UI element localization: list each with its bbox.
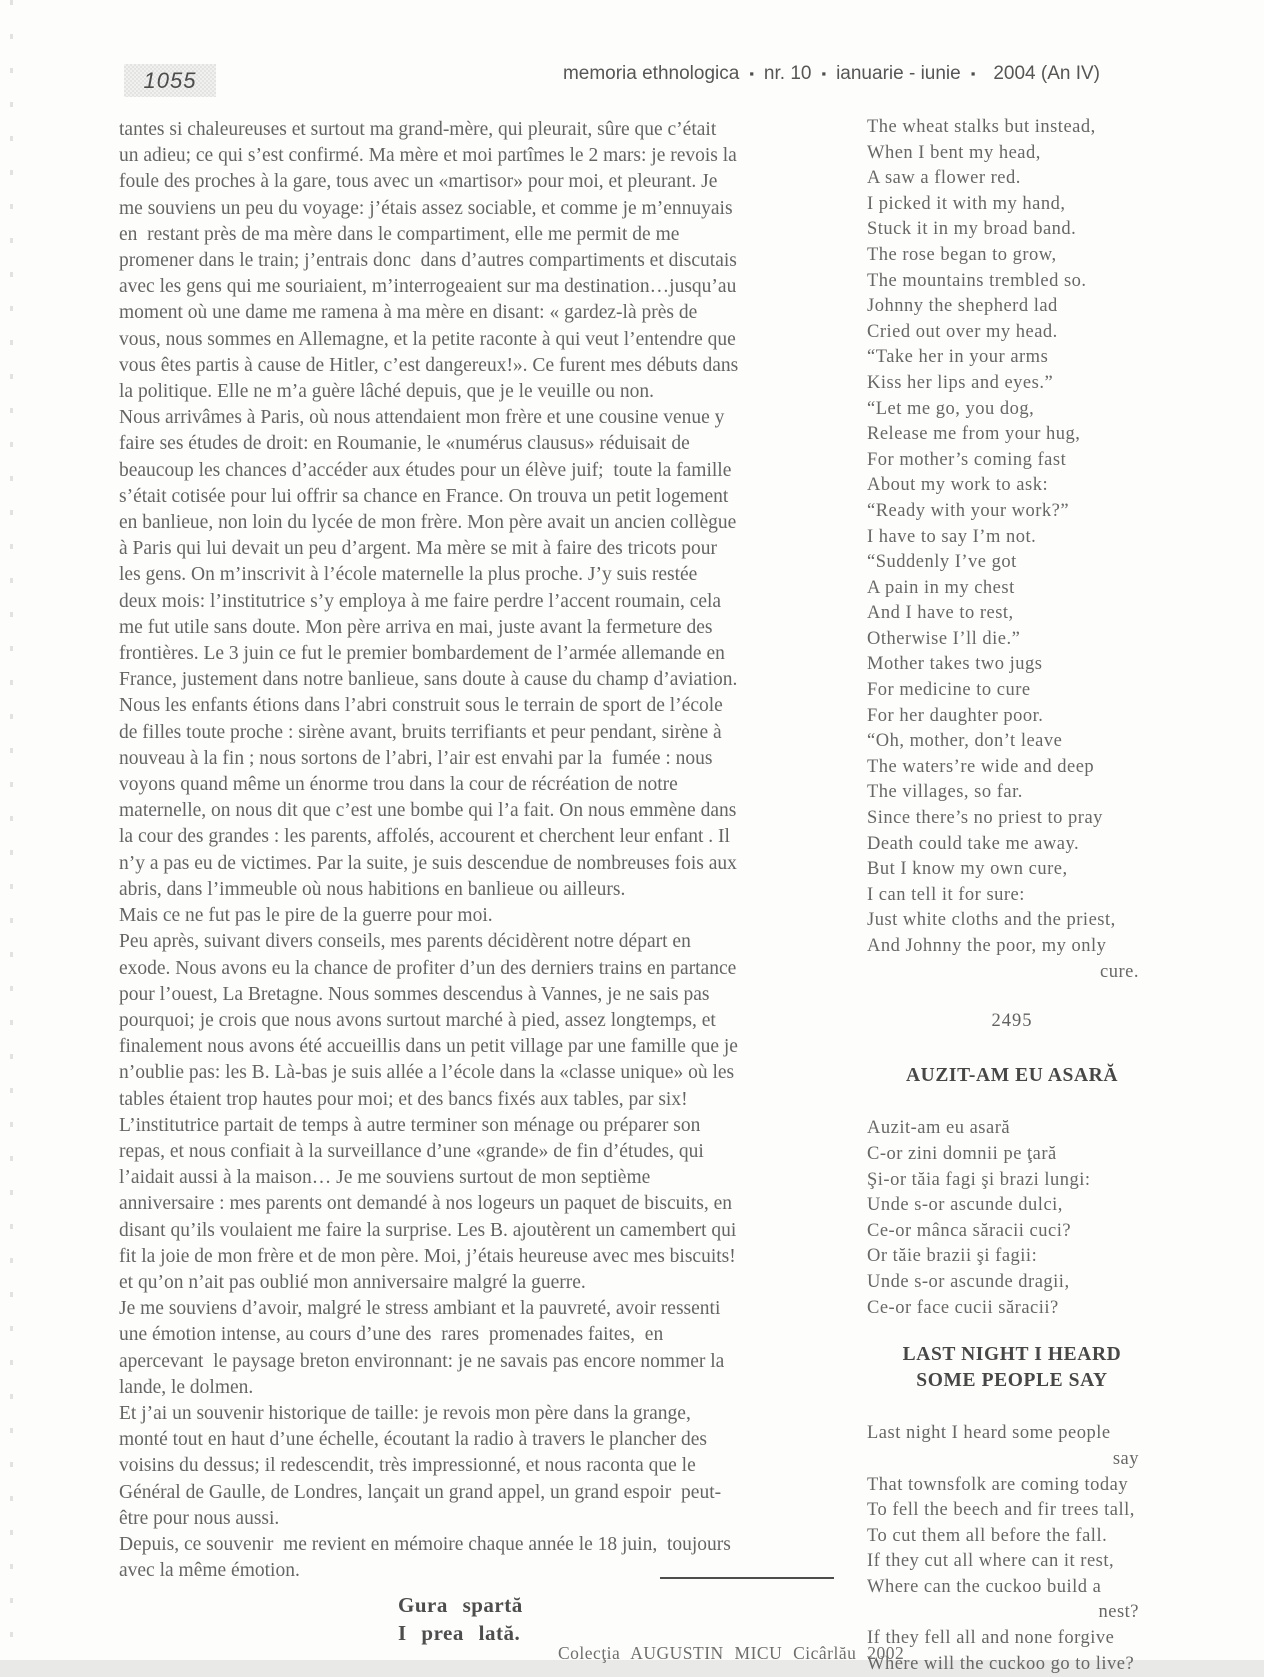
poem-line: Cried out over my head. (867, 321, 1058, 342)
french-text-line: exode. Nous avons eu la chance de profiter d’un des derniers trains en partance (119, 957, 737, 979)
romanian-poem-title: AUZIT-AM EU ASARĂ (905, 1064, 1119, 1086)
french-text-line: faire ses études de droit: en Roumanie, le «numérus clausus» réduisait de (119, 433, 690, 455)
french-text-line: s’était cotisée pour lui offrir sa chance en France. On trouva un petit logement (119, 485, 729, 507)
french-text-line: abris, dans l’immeuble où nous habitions en banlieue ou ailleurs. (119, 878, 626, 900)
poem-line: Mother takes two jugs (867, 654, 1043, 675)
french-text-line: moment où une dame me ramena à ma mère en disant: « gardez-là près de (119, 302, 698, 324)
french-text-line: avec la même émotion. (119, 1560, 300, 1582)
poem-line: Death could take me away. (867, 833, 1080, 854)
french-text-line: une émotion intense, au cours d’une des rares promenades faites, en (119, 1324, 664, 1346)
french-text-line: France, justement dans notre banlieue, sans doute à cause du champ d’aviation. (119, 669, 738, 691)
poem-line: Since there’s no priest to pray (867, 808, 1103, 829)
french-text-line: finalement nous avons été accueillis dans un petit village par une famille que je (119, 1036, 738, 1058)
memoir-french-text (119, 117, 819, 1584)
poem-line: say (1112, 1448, 1139, 1469)
french-text-line: avec les gens qui me souriaient, m’interrogeaient sur ma destination…jusqu’au (119, 276, 737, 298)
english-poem-title (867, 1342, 1157, 1393)
journal-title: memoria ethnologica (562, 63, 740, 84)
poem-line: To fell the beech and fir trees tall, (867, 1500, 1135, 1521)
poem-line: I have to say I’m not. (867, 526, 1037, 547)
french-text-line: la cour des grandes : les parents, affolés, accourent et cherchent leur enfant . Il (119, 826, 730, 848)
page-number: 1055 (143, 67, 197, 93)
poem-line: If they cut all where can it rest, (867, 1551, 1115, 1572)
section-divider-rule (660, 1577, 834, 1579)
french-text-line: foule des proches à la gare, tous avec un «martisor» pour moi, et pleurant. Je (119, 171, 718, 193)
song-title-line2: I prea lată. (398, 1621, 521, 1645)
french-text-line: fit la joie de mon frère et de mon père. Moi, j’étais heureuse avec mes biscuits! (119, 1245, 736, 1267)
poem-line: “Let me go, you dog, (867, 398, 1035, 419)
poem-line: About my work to ask: (867, 475, 1049, 496)
french-text-line: les gens. On m’inscrivit à l’école maternelle la plus proche. J’y suis restée (119, 564, 698, 586)
french-text-line: tantes si chaleureuses et surtout ma grand-mère, qui pleurait, sûre que c’était (119, 119, 717, 140)
poem-line: Unde s-or ascunde dragii, (867, 1271, 1070, 1292)
poem-line: “Take her in your arms (867, 347, 1049, 368)
journal-year: 2004 (An IV) (993, 63, 1100, 84)
english-poem-title-line2: SOME PEOPLE SAY (916, 1369, 1108, 1391)
poem-line: The wheat stalks but instead, (867, 117, 1096, 137)
scan-edge-artifacts (10, 0, 13, 1660)
french-text-line: Je me souviens d’avoir, malgré le stress ambiant et la pauvreté, avoir ressenti (119, 1298, 721, 1320)
french-text-line: de filles toute proche : sirène avant, bruits terrifiants et peur pendant, sirène à (119, 721, 722, 743)
poem-line: And Johnny the poor, my only (867, 936, 1107, 956)
poems-column (867, 115, 1157, 1677)
french-text-line: beaucoup les chances d’accéder aux études pour un élève juif; toute la famille (119, 459, 732, 481)
french-text-line: à Paris qui lui devait un peu d’argent. Ma mère se mit à faire des tricots pour (119, 538, 718, 560)
french-text-line: Nous arrivâmes à Paris, où nous attendaient mon frère et une cousine venue y (119, 407, 725, 429)
english-poem-translation (867, 1421, 1157, 1677)
french-text-line: L’institutrice partait de temps à autre terminer son ménage ou préparer son (119, 1114, 701, 1136)
french-text-line: et qu’on n’ait pas oublié mon anniversaire malgré la guerre. (119, 1271, 586, 1293)
poem-line: Last night I heard some people (867, 1423, 1111, 1444)
french-text-line: voisins du dessus; il redescendit, très impressionné, et nous raconta que le (119, 1455, 696, 1477)
french-text-line: en banlieue, non loin du lycée de mon frère. Mon père avait un ancien collègue (119, 512, 737, 534)
poem-catalog-number: 2495 (991, 1011, 1033, 1032)
french-text-line: en restant près de ma mère dans le compartiment, elle me permit de me (119, 223, 680, 245)
french-text-line: l’aidait aussi à la maison… Je me souviens surtout de mon septième (119, 1167, 651, 1189)
journal-period: ianuarie - iunie (836, 63, 961, 84)
french-text-line: lande, le dolmen. (119, 1376, 254, 1398)
poem-line: A saw a flower red. (867, 168, 1021, 189)
separator-square-icon: ▪ (970, 66, 976, 81)
french-text-line: frontières. Le 3 juin ce fut le premier bombardement de l’armée allemande en (119, 643, 725, 665)
french-text-line: nouveau à la fin ; nous sortons de l’abri, l’air est envahi par la fumée : nous (119, 747, 713, 769)
french-text-line: la politique. Elle ne m’a guère lâché depuis, que je le veuille ou non. (119, 381, 654, 403)
poem-line: Şi-or tăia fagi şi brazi lungi: (867, 1169, 1091, 1190)
poem-line: Or tăie brazii şi fagii: (867, 1246, 1038, 1267)
poem-line: Kiss her lips and eyes.” (867, 372, 1054, 393)
poem-line: “Suddenly I’ve got (867, 552, 1017, 573)
poem-line: If they fell all and none forgive (867, 1628, 1115, 1649)
french-text-line: promener dans le train; j’entrais donc dans d’autres compartiments et discutais (119, 250, 737, 272)
poem-line: The waters’re wide and deep (867, 756, 1095, 777)
french-text-line: Mais ce ne fut pas le pire de la guerre pour moi. (119, 905, 493, 927)
poem-line: Johnny the shepherd lad (867, 296, 1058, 317)
poem-line: The rose began to grow, (867, 244, 1057, 265)
poem-line: nest? (1098, 1602, 1139, 1623)
french-text-line: anniversaire : mes parents ont demandé à nos logeurs un paquet de biscuits, en (119, 1193, 732, 1215)
french-text-line: vous, nous sommes en Allemagne, et la petite raconte à qui veut l’entendre que (119, 328, 736, 350)
poem-line: To cut them all before the fall. (867, 1525, 1108, 1546)
poem-line: “Oh, mother, don’t leave (867, 731, 1063, 752)
poem-line: Stuck it in my broad band. (867, 219, 1077, 240)
french-text-line: deux mois: l’institutrice s’y employa à me faire perdre l’accent roumain, cela (119, 590, 722, 612)
poem-line: cure. (1100, 961, 1139, 982)
english-poem-title-line1: LAST NIGHT I HEARD (902, 1344, 1122, 1366)
french-text-line: n’y a pas eu de victimes. Par la suite, je suis descendue de nombreuses fois aux (119, 852, 737, 874)
french-text-line: pour l’ouest, La Bretagne. Nous sommes descendus à Vannes, je ne sais pas (119, 983, 710, 1005)
poem-line: Unde s-or ascunde dulci, (867, 1195, 1063, 1216)
french-text-line: Depuis, ce souvenir me revient en mémoire chaque année le 18 juin, toujours (119, 1533, 731, 1555)
french-text-line: me souviens un peu du voyage: j’étais assez sociable, et comme je m’ennuyais (119, 197, 733, 219)
french-text-line: repas, et nous confiait à la surveillance d’une «grande» de fin d’études, qui (119, 1140, 704, 1162)
poem-line: But I know my own cure, (867, 859, 1068, 880)
french-text-line: monté tout en haut d’une échelle, écoutant la radio à travers le plancher des (119, 1429, 707, 1451)
french-text-line: vous êtes partis à cause de Hitler, c’est dangereux!». Ce furent mes débuts dans (119, 354, 739, 376)
next-song-title (398, 1591, 523, 1647)
poem-line: Where will the cuckoo go to live? (867, 1653, 1135, 1674)
french-text-line: Et j’ai un souvenir historique de taille: je revois mon père dans la grange, (119, 1402, 691, 1424)
poem-line: “Ready with your work?” (867, 500, 1070, 521)
journal-issue: nr. 10 (763, 63, 812, 84)
french-text-line: un adieu; ce qui s’est confirmé. Ma mère et moi partîmes le 2 mars: je revois la (119, 145, 737, 167)
french-text-line: disant qu’ils voulaient me faire la surprise. Les B. ajoutèrent un camembert qui (119, 1219, 737, 1241)
poem-line: I can tell it for sure: (867, 884, 1025, 905)
french-text-line: être pour nous aussi. (119, 1507, 280, 1529)
poem-line: C-or zini domnii pe ţară (867, 1143, 1057, 1164)
french-text-line: tables étaient trop hautes pour moi; et des bancs fixés aux tables, par six! (119, 1088, 688, 1110)
poem-line: And I have to rest, (867, 603, 1014, 624)
separator-square-icon: ▪ (749, 66, 754, 81)
poem-line: Where can the cuckoo build a (867, 1576, 1102, 1597)
poem-line: Just white cloths and the priest, (867, 910, 1116, 931)
poem-line: That townsfolk are coming today (867, 1474, 1129, 1495)
romanian-poem (867, 1116, 1157, 1321)
poem-line: A pain in my chest (867, 577, 1015, 598)
poem-line: When I bent my head, (867, 142, 1041, 163)
separator-square-icon: ▪ (821, 66, 827, 81)
french-text-line: Peu après, suivant divers conseils, mes parents décidèrent notre départ en (119, 931, 691, 953)
page-number-badge (124, 64, 216, 97)
poem-line: The villages, so far. (867, 782, 1023, 803)
collection-credit: Colecţia AUGUSTIN MICU Cicârlău 2002 (558, 1643, 905, 1663)
french-text-line: Nous les enfants étions dans l’abri construit sous le terrain de sport de l’école (119, 695, 723, 717)
french-text-line: n’oublie pas: les B. Là-bas je suis allée a l’école dans la «classe unique» où les (119, 1062, 735, 1084)
poem-line: Release me from your hug, (867, 424, 1081, 445)
poem-line: For medicine to cure (867, 680, 1031, 701)
poem-line: For her daughter poor. (867, 705, 1044, 726)
poem-line: Ce-or mânca săracii cuci? (867, 1220, 1072, 1241)
poem-line: Ce-or face cucii săracii? (867, 1297, 1059, 1318)
french-text-line: Général de Gaulle, de Londres, lançait un grand appel, un grand espoir peut- (119, 1481, 722, 1503)
french-text-line: me fut utile sans doute. Mon père arriva en mai, juste avant la fermeture des (119, 616, 713, 638)
journal-header (563, 63, 1100, 85)
poem-line: The mountains trembled so. (867, 270, 1087, 291)
english-poem-continuation (867, 115, 1157, 985)
poem-line: Otherwise I’ll die.” (867, 628, 1021, 649)
french-text-line: pourquoi; je crois que nous avons surtout marché à pied, assez longtemps, et (119, 1009, 716, 1031)
poem-line: For mother’s coming fast (867, 449, 1067, 470)
french-text-line: maternelle, on nous dit que c’est une bombe qui l’a fait. On nous emmène dans (119, 800, 737, 822)
song-title-line1: Gura spartă (398, 1593, 523, 1617)
poem-line: Auzit-am eu asară (867, 1118, 1011, 1139)
french-text-line: voyons quand même un énorme trou dans la cour de récréation de notre (119, 774, 678, 796)
french-text-line: apercevant le paysage breton environnant: je ne savais pas encore nommer la (119, 1350, 725, 1372)
poem-line: I picked it with my hand, (867, 193, 1066, 214)
